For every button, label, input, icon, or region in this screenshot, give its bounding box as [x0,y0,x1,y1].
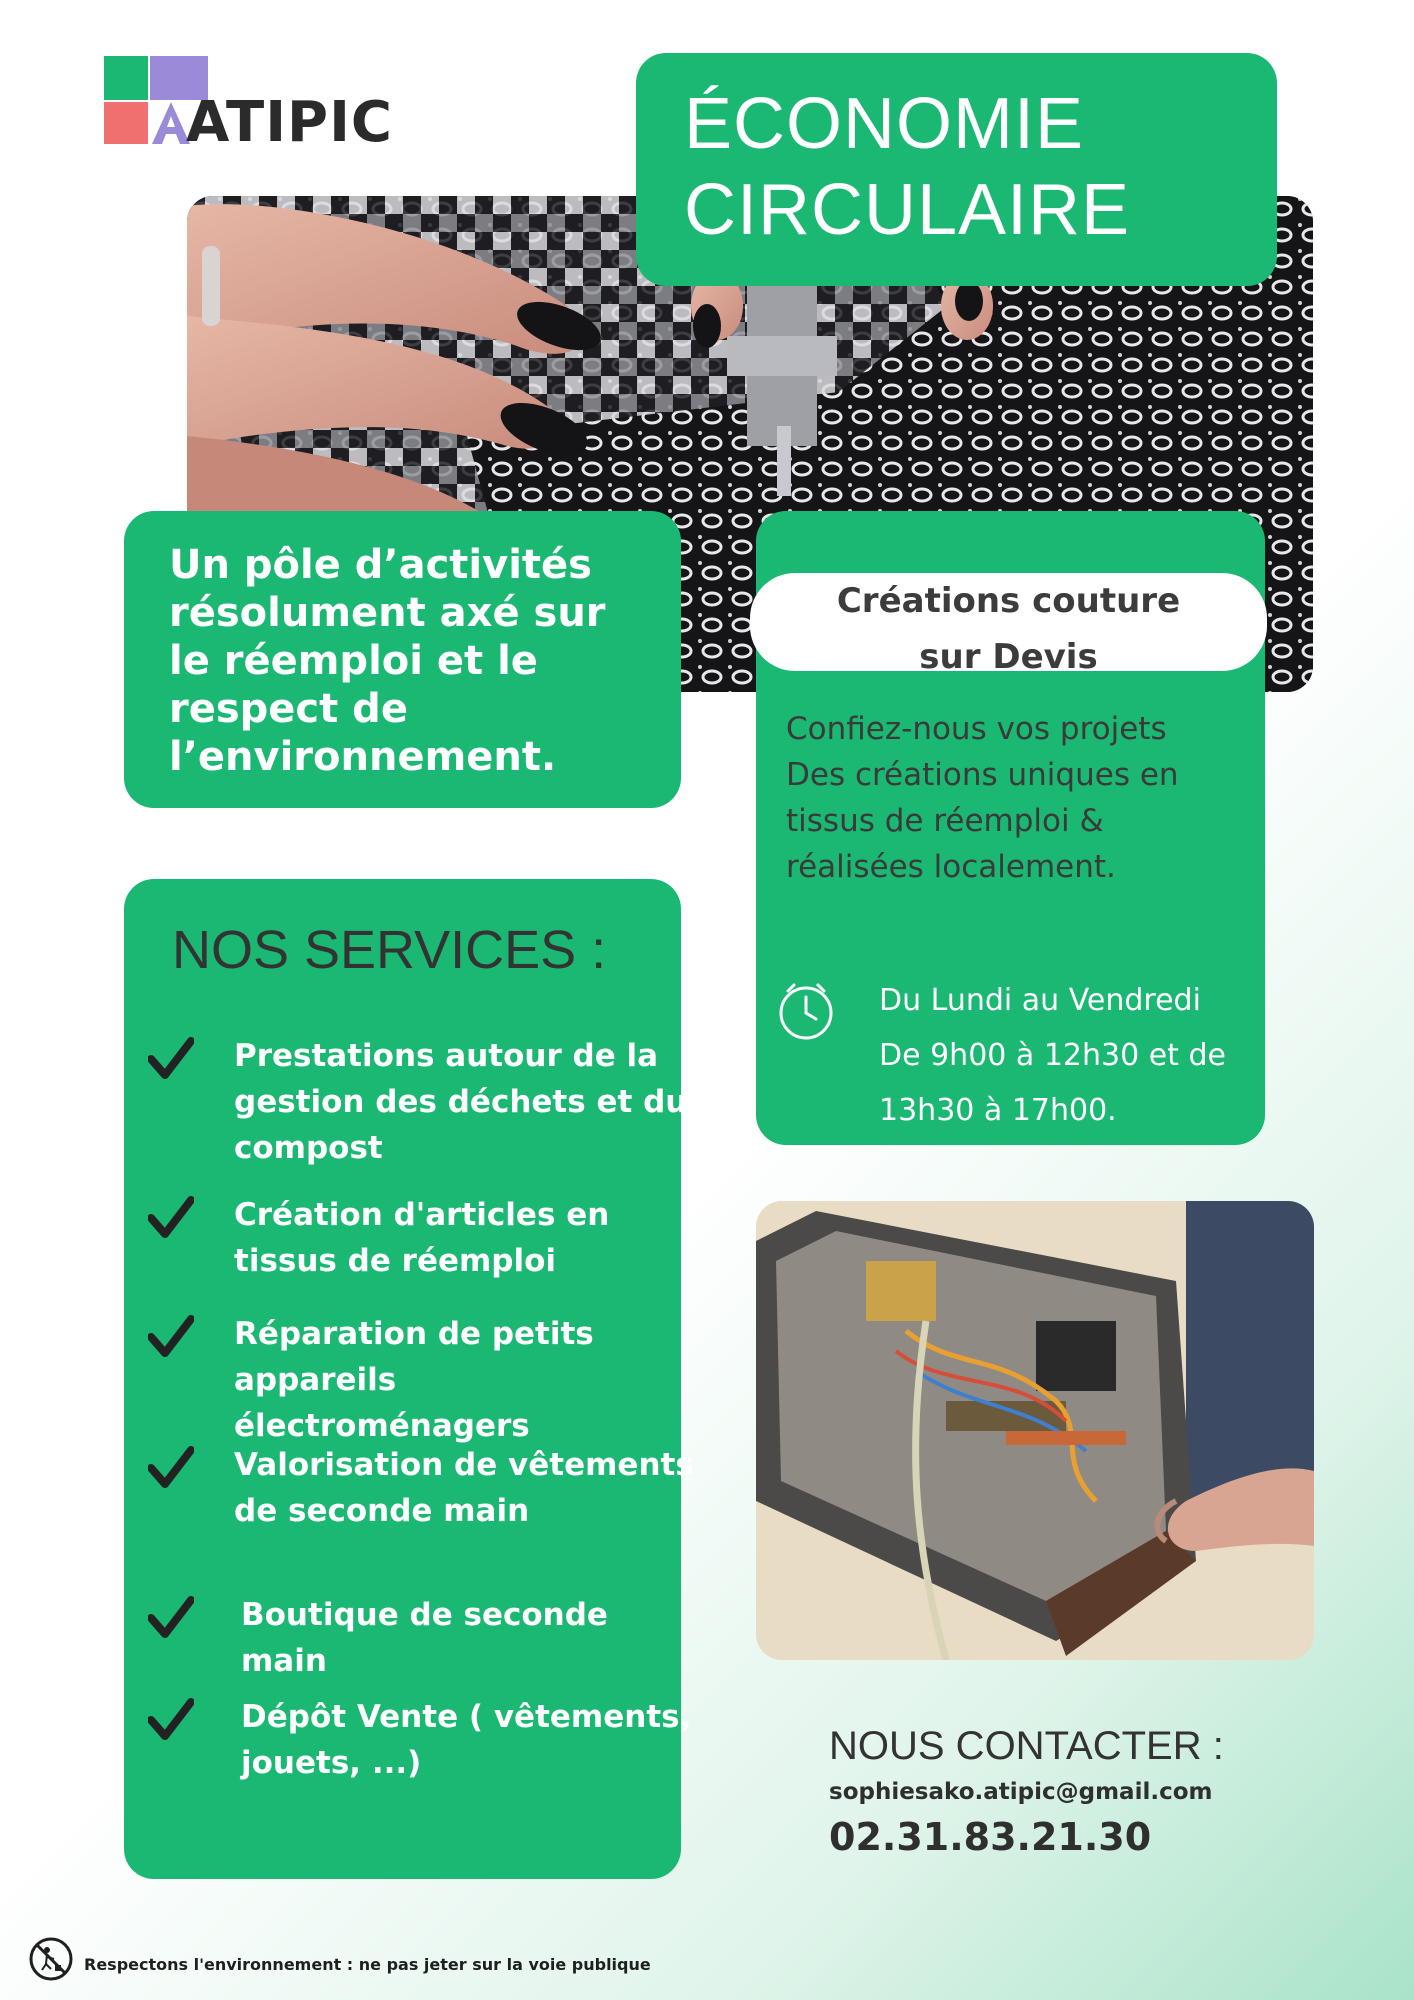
repair-photo [756,1201,1314,1660]
service-text: Dépôt Vente ( vêtements, jouets, ...) [241,1699,692,1781]
hours-line: Du Lundi au Vendredi [879,983,1201,1018]
title-box [636,53,1277,286]
logo-word: ATIPIC [186,90,394,155]
atipic-logo [104,56,404,156]
checkmark-icon [148,1596,194,1638]
creations-desc-line: Confiez-nous vos projets [786,711,1167,747]
intro-text: Un pôle d’activités résolument axé sur le réemploi et le respect de l’environnement. [169,542,606,780]
services-title: NOS SERVICES : [172,920,607,980]
hours-line: 13h30 à 17h00. [879,1093,1117,1128]
title-line-2: CIRCULAIRE [684,170,1131,250]
checkmark-icon [148,1196,194,1238]
contact-phone[interactable]: 02.31.83.21.30 [829,1815,1152,1859]
creations-desc-line: réalisées localement. [786,849,1116,885]
checkmark-icon [148,1446,194,1488]
logo-green-block [104,56,148,100]
creations-pill [750,573,1267,677]
service-text: Valorisation de vêtements de seconde main [234,1447,694,1529]
clock-icon [776,981,836,1041]
checkmark-icon [148,1698,194,1740]
service-text: Réparation de petits appareils électroménagers [234,1316,594,1444]
footer-text: Respectons l'environnement : ne pas jeter sur la voie publique [84,1955,651,1974]
no-littering-icon [28,1936,74,1982]
opening-hours [879,973,1259,1138]
service-text: Boutique de seconde main [241,1597,608,1679]
logo-coral-block [104,102,148,144]
intro-box [124,511,681,808]
title-line-1: ÉCONOMIE [684,84,1085,164]
contact-email[interactable]: sophiesako.atipic@gmail.com [829,1779,1213,1805]
creations-box [756,511,1265,1145]
contact-title: NOUS CONTACTER : [829,1724,1224,1768]
services-box [124,879,694,1879]
service-text: Création d'articles en tissus de réemploi [234,1197,610,1279]
hours-line: De 9h00 à 12h30 et de [879,1038,1226,1073]
creations-pill-line-2: sur Devis [919,637,1098,677]
creations-desc-line: tissus de réemploi & [786,803,1104,839]
service-text: Prestations autour de la gestion des déchets et du compost [234,1038,688,1166]
creations-desc-line: Des créations uniques en [786,757,1179,793]
checkmark-icon [148,1037,194,1079]
checkmark-icon [148,1315,194,1357]
creations-pill-line-1: Créations couture [836,581,1181,621]
creations-description [786,706,1256,890]
